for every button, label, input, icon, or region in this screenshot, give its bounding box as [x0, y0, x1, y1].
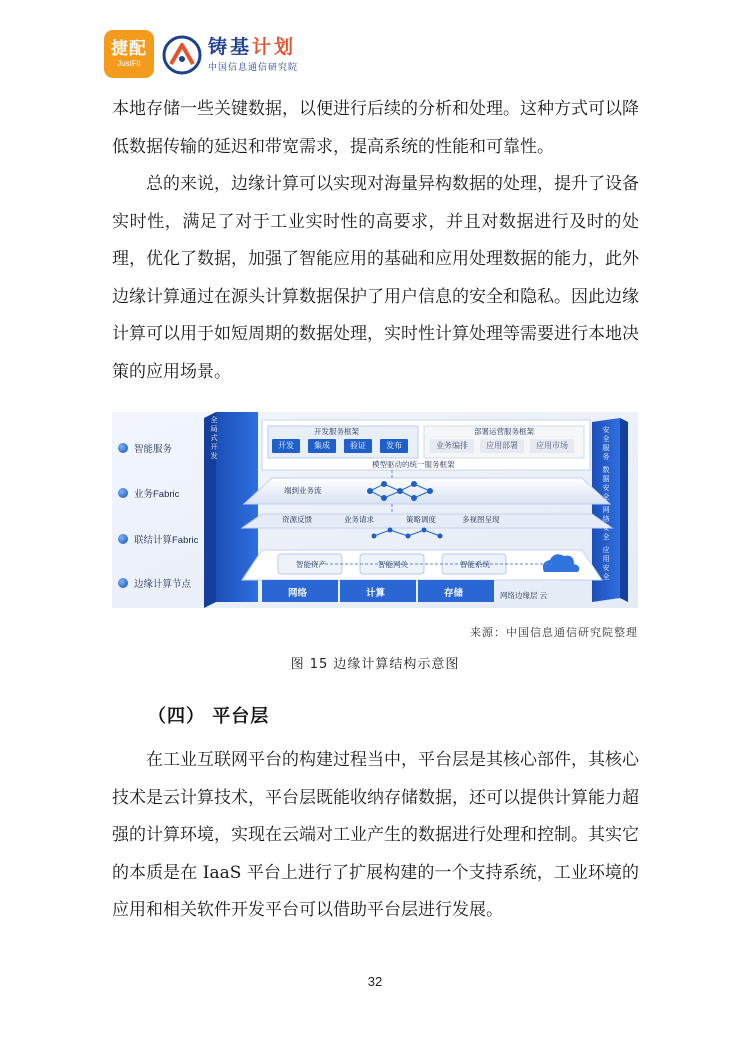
flow-item: 策略调度	[406, 515, 436, 524]
dev-step: 验证	[344, 439, 372, 453]
bullet-icon	[118, 534, 128, 544]
ops-step: 应用市场	[530, 439, 574, 453]
right-bar-text: 安全服务 数据安全 网络安全 应用安全	[602, 426, 609, 582]
bottom-caption: 网络边缘层 云	[500, 591, 548, 600]
paragraph-1: 本地存储一些关键数据，以便进行后续的分析和处理。这种方式可以降低数据传输的延迟和带宽需求，提高系统的性能和可靠性。	[112, 99, 639, 157]
layer-label-edge-node: 边缘计算节点	[134, 579, 192, 590]
bullet-icon	[118, 488, 128, 498]
flow-item: 资源反馈	[282, 515, 312, 524]
figure-source: 来源：中国信息通信研究院整理	[470, 626, 638, 639]
ops-step: 应用部署	[480, 439, 524, 453]
ops-framework-title: 部署运营服务框架	[474, 427, 534, 436]
node-smart-gateway: 智能网关	[378, 560, 408, 569]
left-bar-text: 全局式开发	[210, 416, 217, 461]
node-smart-system: 智能系统	[460, 560, 490, 569]
page-number: 32	[367, 974, 383, 989]
zhuji-plan-title-main: 铸基	[208, 36, 253, 58]
block-network: 网络	[288, 588, 308, 599]
node-smart-asset: 智能资产	[296, 560, 326, 569]
dev-step: 集成	[308, 439, 336, 453]
dev-framework-title: 开发服务框架	[314, 427, 359, 436]
dev-step: 发布	[380, 439, 408, 453]
zhuji-plan-title	[208, 32, 296, 59]
flow-item: 多视图呈现	[462, 515, 500, 524]
zhuji-plan-title-accent: 计划	[252, 36, 297, 58]
block-storage: 存储	[444, 588, 464, 599]
caict-subtitle: 中国信息通信研究院	[208, 63, 299, 73]
bullet-icon	[118, 578, 128, 588]
layer-label-smart-service: 智能服务	[134, 444, 173, 455]
flow-item: 业务请求	[344, 515, 374, 524]
edge-computing-diagram	[112, 412, 638, 608]
section-paragraph: 在工业互联网平台的构建过程当中，平台层是其核心部件，其核心技术是云计算技术，平台层既能收纳存储数据，还可以提供计算能力超强的计算环境，实现在云端对工业产生的数据进行处理和控制。其实它的本质是在 IaaS 平台上进行了扩展构建的一个支持系统，工业环境的应用和相关软件开发平台可以借助平台层进行发展。	[112, 750, 639, 920]
section-heading: （四） 平台层	[148, 706, 270, 727]
bullet-icon	[118, 443, 128, 453]
paragraph-2: 总的来说，边缘计算可以实现对海量异构数据的处理，提升了设备实时性，满足了对于工业实时性的高要求，并且对数据进行及时的处理，优化了数据，加强了智能应用的基础和应用处理数据的能力，此外边缘计算通过在源头计算数据保护了用户信息的安全和隐私。因此边缘计算可以用于如短周期的数据处理，实时性计算处理等需要进行本地决策的应用场景。	[112, 174, 639, 382]
justfit-logo	[104, 30, 154, 78]
layer-label-connect-compute-fabric: 联结计算Fabric	[134, 535, 199, 546]
dev-step: 开发	[272, 439, 300, 453]
ops-step: 业务编排	[430, 439, 474, 453]
layer-label-business-fabric: 业务Fabric	[134, 489, 180, 500]
unified-framework-label: 模型驱动的统一服务框架	[372, 460, 455, 469]
figure-caption: 图 15 边缘计算结构示意图	[290, 657, 460, 672]
flow-label: 端到业务流	[284, 486, 322, 495]
justfit-logo-subtext: JustFit	[117, 59, 141, 68]
block-compute: 计算	[366, 588, 386, 599]
caict-logo-icon	[161, 34, 203, 76]
justfit-logo-text: 捷配	[111, 39, 147, 59]
